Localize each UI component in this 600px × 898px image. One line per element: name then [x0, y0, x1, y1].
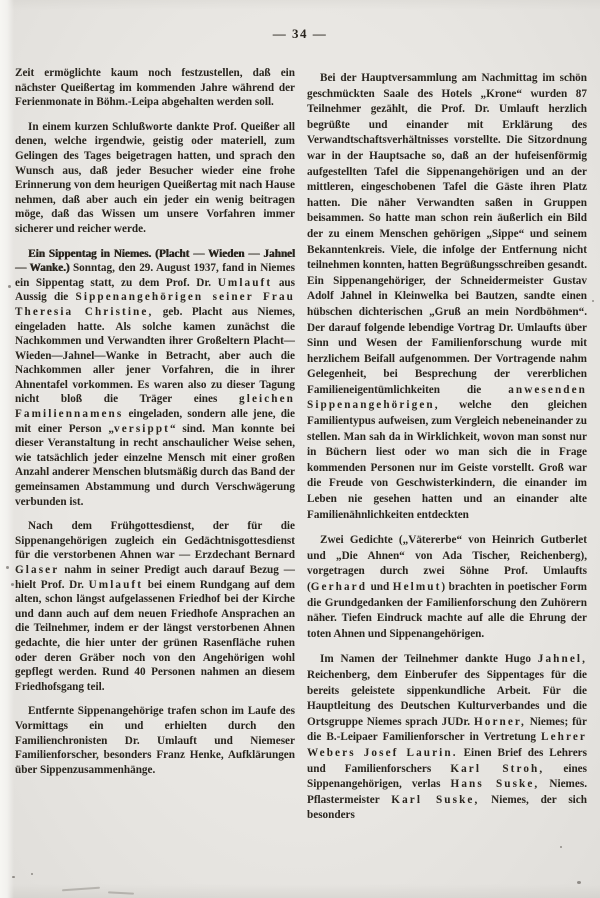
text-segment: ) brachten in poetischer Form die Grundgedanken der Familienforschung den Zuhörern näher. Tiefen Eindruck machte auf alle die Ehrung der toten Ahnen und Sippenangehörigen.: [307, 581, 587, 640]
text-segment: Reichenberg, dem Einberufer des Sippentages für die bereits geleistete sippenkundliche Arbeit. Für die Hauptleitung des Deutschen Kulturverbandes und die Ortsgruppe Niemes sprach JUDr.: [307, 668, 587, 728]
text-segment: aus Aussig die: [15, 276, 296, 304]
paragraph: [307, 71, 587, 523]
scan-speck: [11, 583, 14, 586]
text-segment: Niemes; für die B.-Leipaer Familienforscher in Vertretung: [307, 715, 587, 744]
text-segment: Zwei Gedichte („Vätererbe“ von Heinrich Gutberlet und „Die Ahnen“ von Ada Tischer, Reichenberg), vorgetragen durch zwei Söhne Prof. Umlaufts (: [307, 534, 587, 593]
text-segment: und: [367, 581, 393, 593]
letterspaced-name-segment: Gerhard: [310, 581, 368, 593]
letterspaced-name-segment: Umlauft: [88, 578, 144, 591]
letterspaced-name-segment: Lehrer Webers Josef Laurin.: [307, 731, 587, 759]
text-segment: welche den gleichen Familientypus aufweisen, zum Vergleich nebeneinander zu stellen. Man sah da in Wirklichkeit, wovon man sonst nur in Büchern liest oder wo man sich die in Frage kommenden Personen nur im Geiste vorstellt. Groß war die Freude von Geschwisterkindern, die einander im Leben nie gesehen hatten und an einander alte Familienähnlichkeiten entdeckten: [307, 399, 587, 521]
letterspaced-name-segment: Sippenangehörigen seiner Frau Theresia Christine,: [15, 291, 295, 318]
text-segment: Nach dem Frühgottesdienst, der für die Sippenangehörigen zugleich ein Gedächtnisgottesdienst für die verstorbenen Ahnen war — Erzdechant Bernard: [15, 520, 295, 562]
heading-segment: Ein Sippentag in Niemes. (Placht — Wieden — Jahnel — Wanke.): [15, 247, 295, 275]
scan-scratch: [108, 891, 134, 894]
text-columns: [15, 66, 587, 834]
left-column: [15, 66, 295, 834]
paragraph: [307, 533, 587, 642]
text-segment: Niemes. Pflastermeister: [307, 778, 587, 806]
text-segment: nahm in seiner Predigt auch darauf Bezug — hielt Prof. Dr.: [15, 564, 295, 591]
text-segment: Entfernte Sippenangehörige trafen schon im Laufe des Vormittags ein und erhielten durch den Familienchronisten Dr. Umlauft und Niemeser Familienforscher, besonders Franz Henke, Aufklärungen über Sippenzusammenhänge.: [15, 705, 295, 776]
paragraph: [15, 247, 295, 510]
letterspaced-name-segment: Karl Suske,: [391, 793, 480, 806]
scan-speck: [8, 285, 11, 288]
paragraph: [15, 120, 295, 237]
scan-scratch: [62, 887, 100, 892]
letterspaced-name-segment: Glaser: [15, 564, 60, 576]
scan-speck: [12, 876, 15, 878]
text-segment: Sonntag, den 29. August 1937, fand in Niemes ein Sippentag statt, zu dem Prof. Dr.: [15, 262, 295, 289]
letterspaced-name-segment: versippt: [114, 422, 170, 435]
text-segment: bei einem Rundgang auf dem alten, schon längst aufgelassenen Friedhof bei der Kirche und dann auch auf dem neuen Friedhofe Ansprachen an die Teilnehmer, indem er der längst verstorbenen Ahnen gedachte, die hier unter der grünen Rasenfläche ruhen oder deren Gräber noch von den Angehörigen wohl gepflegt werden. Rund 40 Personen nahmen an diesem Friedhofsgang teil.: [15, 578, 295, 693]
text-segment: Im Namen der Teilnehmer dankte Hugo: [320, 653, 538, 666]
letterspaced-name-segment: anwesenden Sippenangehörigen,: [307, 383, 587, 412]
scan-speck: [577, 881, 581, 884]
text-segment: Einen Brief des Lehrers und Familienforschers: [307, 746, 587, 775]
paragraph: [15, 519, 295, 694]
letterspaced-name-segment: Jahnel,: [537, 653, 587, 666]
text-segment: eingeladen, sondern alle jene, die mit einer Person „: [15, 408, 295, 435]
letterspaced-name-segment: Helmut: [392, 581, 442, 593]
letterspaced-name-segment: Horner,: [473, 715, 526, 728]
scan-speck: [560, 846, 562, 848]
text-segment: Zeit ermöglichte kaum noch festzustellen, daß ein nächster Queißertag im kommenden Jahre während der Ferienmonate in Böhm.-Leipa abgehalten werden soll.: [15, 67, 295, 109]
text-segment: geb. Placht aus Niemes, eingeladen hatte. Als solche kamen zunächst die Nachkommen und Verwandten ihrer Großeltern Placht—Wieden—Jahnel—Wanke in Betracht, aber auch die Nachkommen aller jener Vorfahren, die in ihrer Ahnentafel vorkommen. Es waren also zu dieser Tagung nicht bloß die Träger eines: [15, 305, 295, 406]
text-segment: eines Sippenangehörigen, verlas: [307, 762, 587, 791]
right-column: [307, 66, 587, 834]
text-segment: “ sind. Man konnte bei dieser Veranstaltung in recht anschaulicher Weise sehen, wie tatsächlich jeder einzelne Mensch mit einer großen Anzahl anderer Menschen blutsmäßig durch das Band der gemeinsamen Abstammung und durch Verschwägerung verbunden ist.: [15, 422, 295, 508]
paragraph: [307, 652, 587, 824]
scan-speck: [31, 873, 33, 875]
page-number: — 34 —: [272, 26, 328, 41]
letterspaced-name-segment: gleichen Familiennamens: [15, 393, 295, 421]
paragraph: [15, 66, 295, 110]
text-segment: In einem kurzen Schlußworte dankte Prof. Queißer all denen, welche irgendwie, geistig oder materiell, zum Gelingen des Tages beigetragen hatten, und sprach den Wunsch aus, daß jeder Besucher wieder eine frohe Erinnerung von dem heurigen Queißertag mit nach Hause nehmen, daß aber auch ein jeder ein wenig beitragen möge, daß das Wissen um unsere Vorfahren immer sicherer und reicher werde.: [15, 120, 295, 235]
text-segment: Bei der Hauptversammlung am Nachmittag im schön geschmückten Saale des Hotels „Krone“ wurden 87 Teilnehmer gezählt, die Prof. Dr. Umlauft herzlich begrüßte und einander mit Erklärung des Verwandtschaftsverhältnisses vorstellte. Die Sitzordnung war in der Hauptsache so, daß an der hufeisenförmig aufgestellten Tafel die Sippenangehörigen und an der mittleren, eingeschobenen Tafel die Gäste ihren Platz hatten. Die näher Verwandten saßen in Gruppen beisammen. So hatte man schon rein äußerlich ein Bild der zu einem Menschen gehörigen „Sippe“ und seinem Bekanntenkreis. Viele, die infolge der Entfernung nicht teilnehmen konnten, hatten Begrüßungsschreiben gesandt. Ein Sippenangehöriger, der Schneidermeister Gustav Adolf Jahnel in Kleinwelka bei Bautzen, sandte einen hübschen dichterischen „Gruß an mein Nordböhmen“. Der darauf folgende lebendige Vortrag Dr. Umlaufts über Sinn und Wesen der Familienforschung wurde mit herzlichem Beifall aufgenommen. Der Vortragende nahm Gelegenheit, bei Besprechung der vererblichen Familieneigentümlichkeiten die: [307, 72, 587, 396]
scan-speck: [592, 300, 594, 302]
paragraph: [15, 704, 295, 777]
letterspaced-name-segment: Umlauft: [217, 276, 273, 289]
scan-speck: [6, 566, 9, 569]
letterspaced-name-segment: Karl Stroh,: [450, 762, 545, 775]
letterspaced-name-segment: Hans Suske,: [450, 778, 540, 791]
text-segment: Niemes, der sich besonders: [307, 793, 587, 822]
